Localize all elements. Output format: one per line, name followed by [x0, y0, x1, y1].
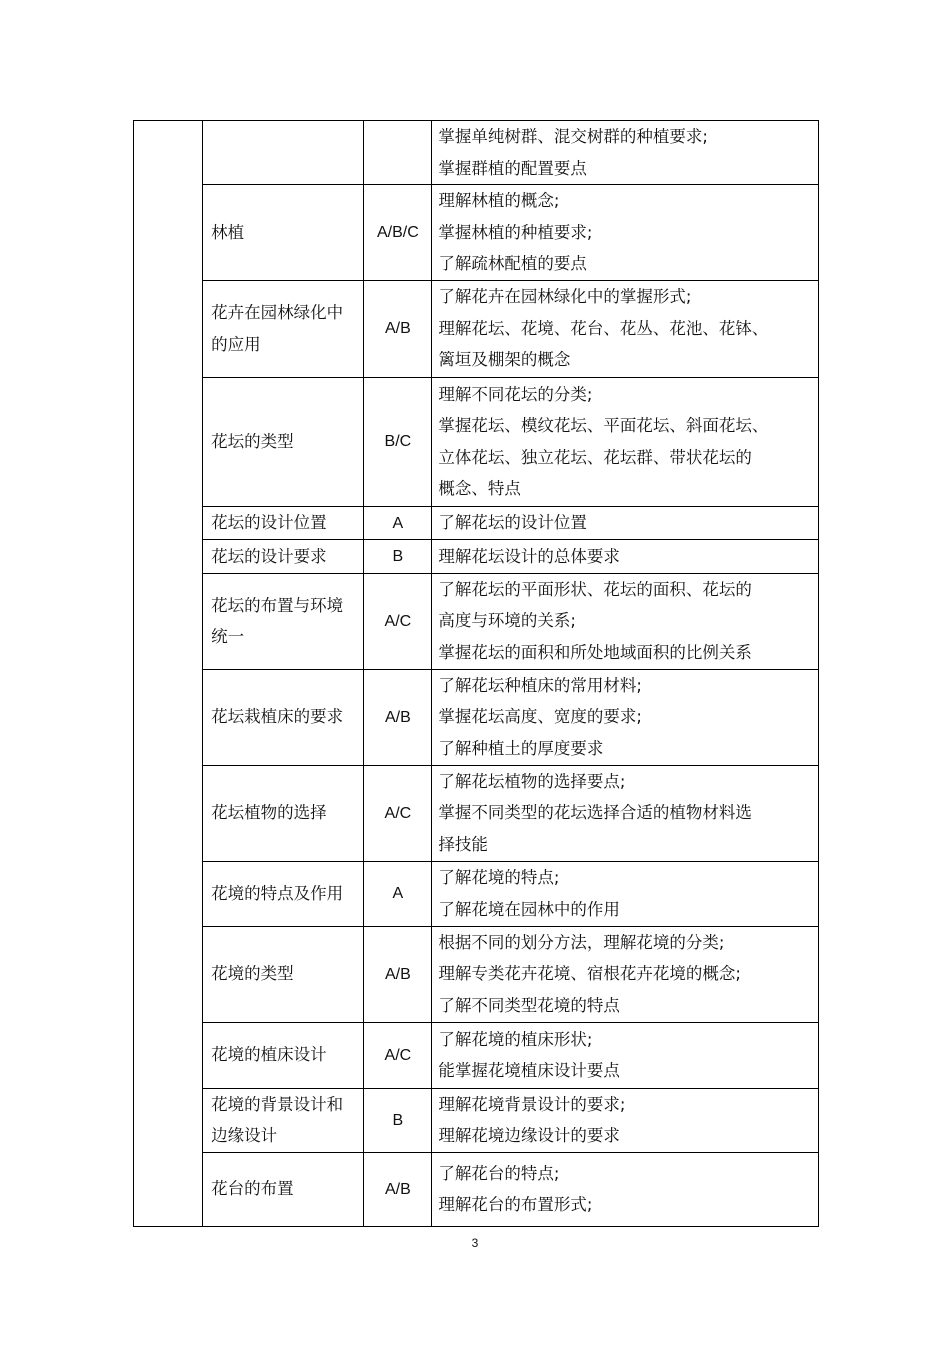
merged-category-cell — [134, 121, 203, 1227]
level-cell — [364, 185, 432, 281]
requirement-line: 掌握花坛的面积和所处地域面积的比例关系 — [438, 642, 752, 662]
topic-cell: 花境的类型 — [203, 926, 364, 1022]
level-cell — [364, 121, 432, 185]
requirement-line: 了解花境的植床形状; — [438, 1029, 593, 1049]
level-text: A/B — [384, 708, 411, 726]
level-cell — [364, 1088, 432, 1152]
requirements-cell — [432, 506, 819, 540]
table-row — [134, 926, 819, 1022]
table-row — [134, 765, 819, 861]
level-text: A — [392, 514, 404, 532]
topic-cell: 花坛栽植床的要求 — [203, 669, 364, 765]
level-cell — [364, 280, 432, 377]
level-cell — [364, 573, 432, 669]
requirement-line: 理解花坛、花境、花台、花丛、花池、花钵、 — [438, 318, 769, 338]
requirement-line: 理解专类花卉花境、宿根花卉花境的概念; — [438, 964, 741, 984]
requirement-line: 掌握花坛、模纹花坛、平面花坛、斜面花坛、 — [438, 416, 769, 435]
requirement-line: 了解花坛种植床的常用材料; — [438, 675, 642, 695]
topic-cell: 花境的背景设计和边缘设计 — [203, 1088, 364, 1152]
requirements-cell — [432, 121, 819, 185]
topic-cell: 花坛的类型 — [203, 377, 364, 506]
requirement-line: 了解花坛的平面形状、花坛的面积、花坛的 — [438, 579, 752, 599]
requirement-line: 掌握花坛高度、宽度的要求; — [438, 707, 642, 727]
table-row — [134, 121, 819, 185]
requirement-line: 篱垣及棚架的概念 — [438, 350, 571, 370]
requirement-line: 了解花境在园林中的作用 — [438, 899, 620, 919]
topic-cell: 花坛的布置与环境统一 — [203, 573, 364, 669]
requirement-line: 理解花坛设计的总体要求 — [438, 546, 620, 566]
level-text: A/B/C — [376, 224, 419, 241]
level-text: A/B — [384, 320, 411, 338]
requirements-cell — [432, 540, 819, 574]
requirement-line: 择技能 — [438, 834, 488, 854]
level-cell — [364, 540, 432, 574]
requirements-cell — [432, 1088, 819, 1152]
level-text: A/C — [384, 612, 412, 630]
requirement-line: 了解花台的特点; — [438, 1163, 560, 1183]
table-row — [134, 506, 819, 540]
level-text: B — [392, 1111, 404, 1129]
topic-cell: 花台的布置 — [203, 1152, 364, 1226]
level-cell — [364, 861, 432, 926]
requirements-cell — [432, 1022, 819, 1088]
requirement-line: 了解花卉在园林绿化中的掌握形式; — [438, 287, 692, 307]
page-number: 3 — [471, 1236, 479, 1250]
level-text: A/C — [384, 1046, 412, 1064]
table-row — [134, 540, 819, 574]
requirement-line: 能掌握花境植床设计要点 — [438, 1061, 620, 1080]
requirements-cell — [432, 926, 819, 1022]
topic-cell: 花境的植床设计 — [203, 1022, 364, 1088]
table-row — [134, 377, 819, 506]
requirements-cell — [432, 765, 819, 861]
level-cell — [364, 1022, 432, 1088]
level-text: B — [392, 548, 404, 565]
requirement-line: 理解花境边缘设计的要求 — [438, 1126, 620, 1145]
level-text: A/B — [384, 965, 411, 983]
level-cell — [364, 926, 432, 1022]
level-cell — [364, 506, 432, 540]
requirement-line: 了解花坛的设计位置 — [438, 513, 587, 532]
table-row — [134, 861, 819, 926]
requirements-cell — [432, 377, 819, 506]
topic-cell: 花坛的设计要求 — [203, 540, 364, 574]
requirements-cell — [432, 1152, 819, 1226]
table-row — [134, 573, 819, 669]
requirements-cell — [432, 185, 819, 281]
requirement-line: 了解不同类型花境的特点 — [438, 995, 620, 1015]
level-text: A/C — [384, 804, 412, 822]
requirements-cell — [432, 861, 819, 926]
requirement-line: 掌握群植的配置要点 — [438, 158, 587, 178]
requirement-line: 理解林植的概念; — [438, 191, 560, 210]
table-row — [134, 280, 819, 377]
level-cell — [364, 669, 432, 765]
table-row — [134, 1088, 819, 1152]
requirement-line: 立体花坛、独立花坛、花坛群、带状花坛的 — [438, 447, 752, 467]
requirement-line: 概念、特点 — [438, 479, 521, 498]
requirement-line: 掌握不同类型的花坛选择合适的植物材料选 — [438, 803, 752, 823]
level-text: A — [392, 885, 404, 903]
table-row — [134, 185, 819, 281]
requirement-line: 了解花境的特点; — [438, 868, 560, 887]
table-row — [134, 1152, 819, 1226]
topic-cell: 花卉在园林绿化中的应用 — [203, 280, 364, 377]
requirements-cell — [432, 573, 819, 669]
requirement-line: 掌握林植的种植要求; — [438, 222, 593, 242]
topic-cell: 花境的特点及作用 — [203, 861, 364, 926]
requirement-line: 高度与环境的关系; — [438, 611, 576, 631]
topic-cell — [203, 121, 364, 185]
topic-cell: 林植 — [203, 185, 364, 281]
level-cell — [364, 765, 432, 861]
requirements-cell — [432, 669, 819, 765]
requirement-line: 理解花境背景设计的要求; — [438, 1094, 626, 1114]
requirement-line: 根据不同的划分方法，理解花境的分类; — [438, 932, 725, 952]
table-row — [134, 669, 819, 765]
table-row — [134, 1022, 819, 1088]
requirement-line: 掌握单纯树群、混交树群的种植要求; — [438, 127, 708, 146]
requirement-line: 了解疏林配植的要点 — [438, 254, 587, 273]
level-text: A/B — [384, 1180, 411, 1198]
level-cell — [364, 1152, 432, 1226]
syllabus-table — [133, 120, 819, 1227]
level-cell — [364, 377, 432, 506]
level-text: B/C — [384, 433, 412, 451]
requirement-line: 了解种植土的厚度要求 — [438, 738, 604, 758]
table-body — [134, 121, 819, 1227]
requirement-line: 理解花台的布置形式; — [438, 1195, 593, 1214]
requirement-line: 了解花坛植物的选择要点; — [438, 771, 626, 791]
topic-cell: 花坛的设计位置 — [203, 506, 364, 540]
topic-cell: 花坛植物的选择 — [203, 765, 364, 861]
requirements-cell — [432, 280, 819, 377]
requirement-line: 理解不同花坛的分类; — [438, 384, 593, 404]
